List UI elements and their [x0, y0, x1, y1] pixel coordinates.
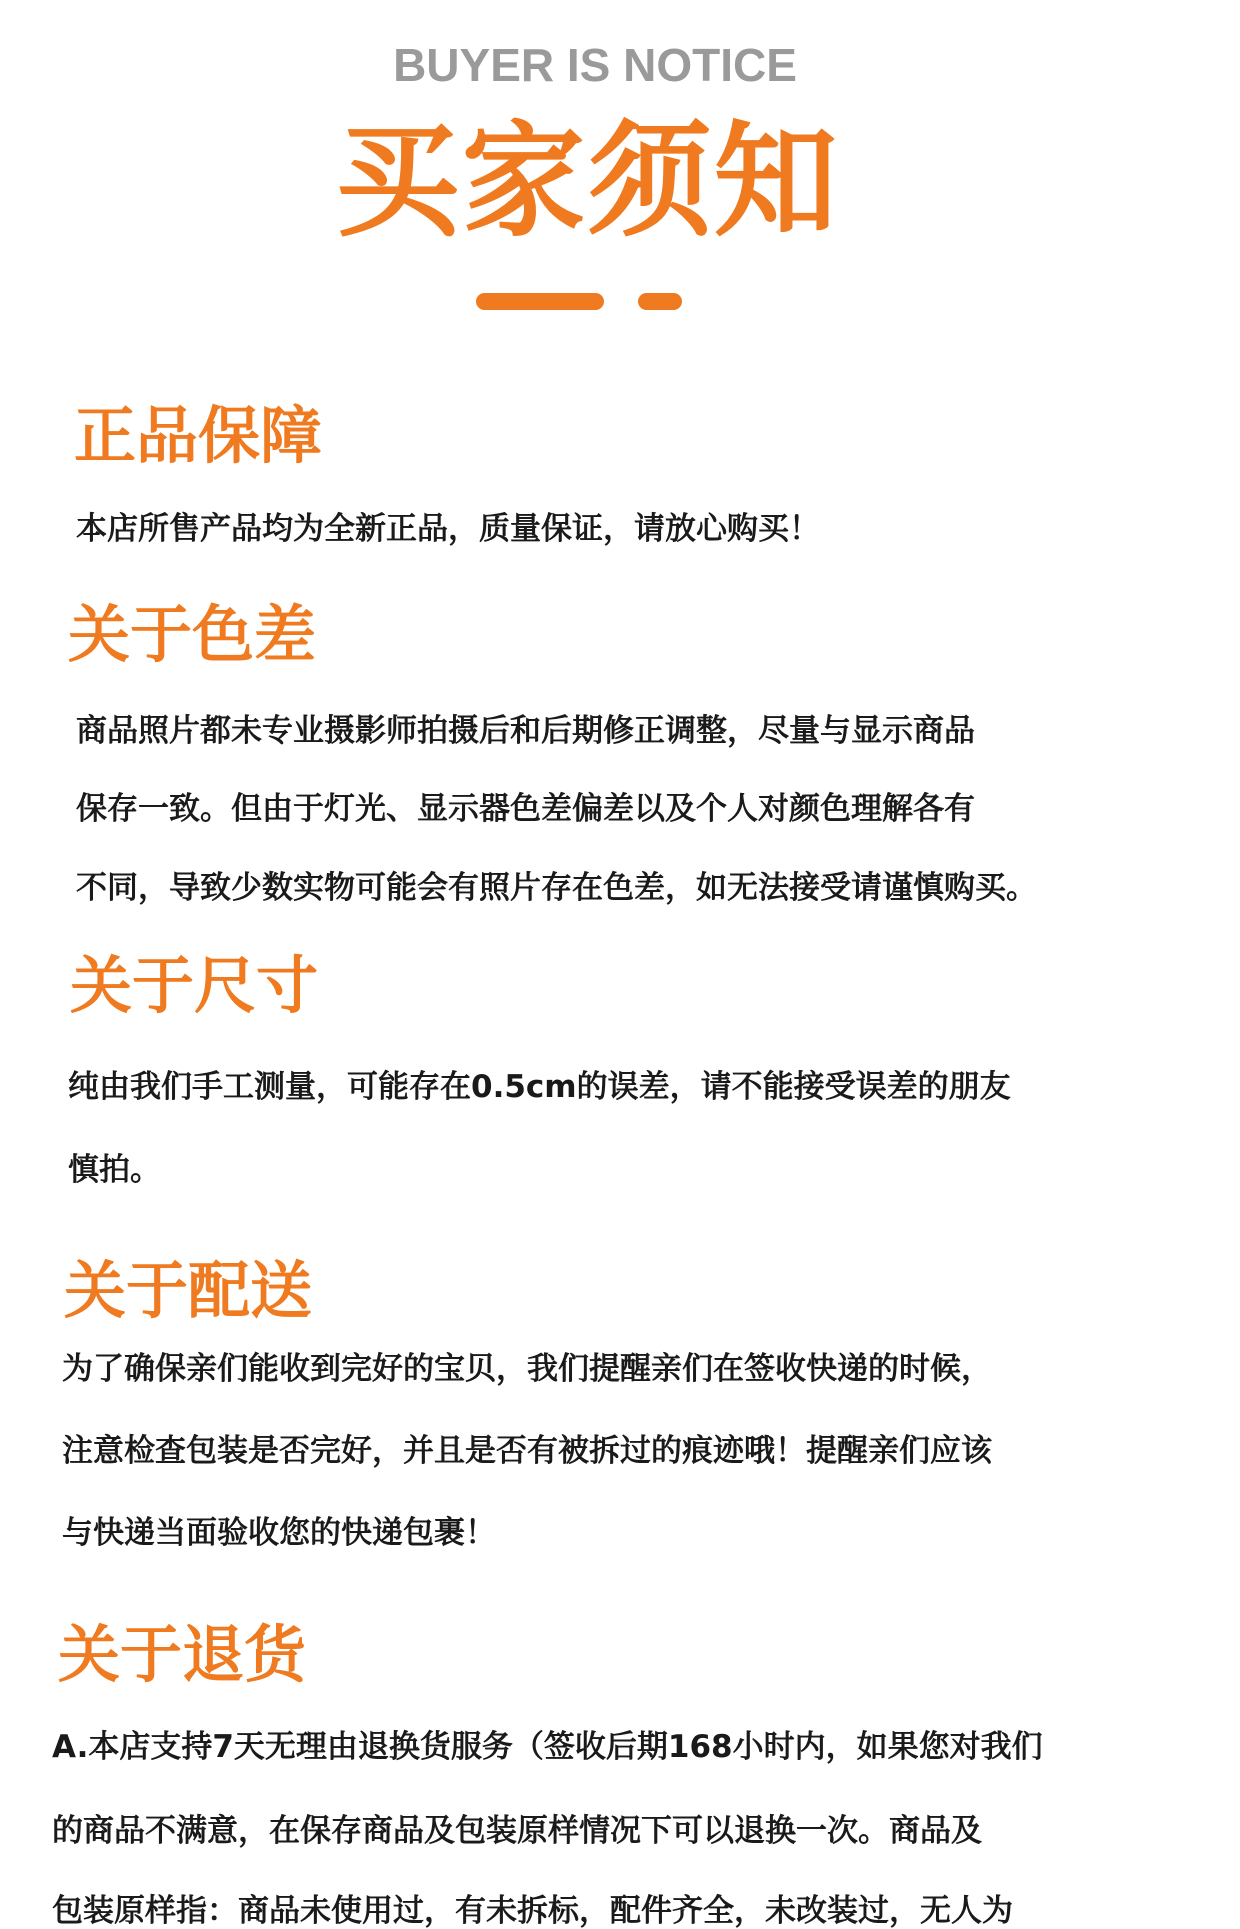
section-text-line: 商品照片都未专业摄影师拍摄后和后期修正调整，尽量与显示商品 — [76, 713, 975, 749]
notice-subtitle: BUYER IS NOTICE — [393, 39, 797, 91]
section-text-line: 与快递当面验收您的快递包裹！ — [62, 1515, 496, 1551]
section-text-line: 的商品不满意，在保存商品及包装原样情况下可以退换一次。商品及 — [52, 1813, 982, 1849]
section-text-line: 包装原样指：商品未使用过，有未拆标，配件齐全，未改装过，无人为 — [52, 1893, 1013, 1929]
section-text-line: 注意检查包装是否完好，并且是否有被拆过的痕迹哦！提醒亲们应该 — [62, 1433, 992, 1469]
title-underline-long — [476, 293, 604, 310]
section-text-line: 本店所售产品均为全新正品，质量保证，请放心购买！ — [76, 511, 820, 547]
notice-title: 买家须知 — [335, 110, 840, 254]
section-text-line: 慎拍。 — [68, 1152, 161, 1188]
section-heading-returns: 关于退货 — [58, 1618, 307, 1691]
section-heading-authentic: 正品保障 — [74, 399, 323, 472]
section-text-line: 保存一致。但由于灯光、显示器色差偏差以及个人对颜色理解各有 — [76, 791, 975, 827]
section-text-line: 纯由我们手工测量，可能存在0.5cm的误差，请不能接受误差的朋友 — [68, 1069, 1011, 1105]
section-text-line: A.本店支持7天无理由退换货服务（签收后期168小时内，如果您对我们 — [52, 1729, 1043, 1765]
section-text-line: 为了确保亲们能收到完好的宝贝，我们提醒亲们在签收快递的时候， — [62, 1351, 992, 1387]
title-underline-short — [638, 293, 682, 310]
section-text-line: 不同，导致少数实物可能会有照片存在色差，如无法接受请谨慎购买。 — [76, 870, 1037, 906]
section-heading-delivery: 关于配送 — [64, 1254, 313, 1327]
section-heading-size: 关于尺寸 — [70, 949, 319, 1022]
section-heading-color-difference: 关于色差 — [68, 598, 317, 671]
